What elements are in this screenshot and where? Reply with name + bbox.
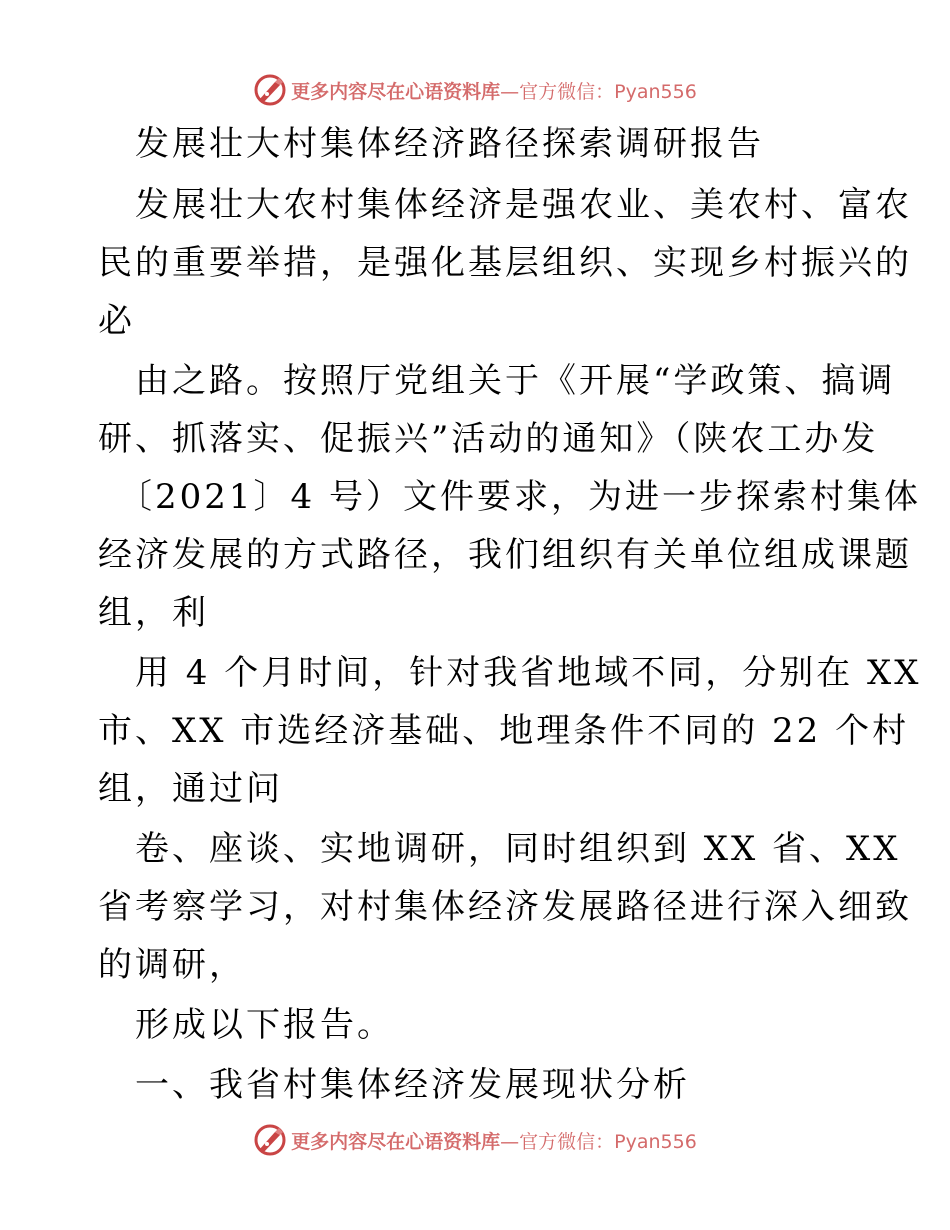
paragraph-line: 经济发展的方式路径，我们组织有关单位组成课题: [98, 535, 912, 575]
paragraph-line: 组，利: [98, 593, 209, 633]
paragraph-line: 的调研，: [98, 945, 246, 985]
paragraph-line: 卷、座谈、实地调研，同时组织到 XX 省、XX: [135, 829, 901, 869]
header-official-text: —官方微信：Pyan556: [500, 80, 697, 103]
paragraph-line: 民的重要举措，是强化基层组织、实现乡村振兴的: [98, 243, 912, 283]
paragraph-line: 发展壮大农村集体经济是强农业、美农村、富农: [135, 185, 912, 225]
paragraph-line: 由之路。按照厅党组关于《开展“学政策、搞调: [135, 361, 896, 401]
paragraph-line: 省考察学习，对村集体经济发展路径进行深入细致: [98, 887, 912, 927]
paragraph-line: 形成以下报告。: [135, 1005, 394, 1045]
paragraph-line: 组，通过问: [98, 769, 283, 809]
document-title: 发展壮大村集体经济路径探索调研报告: [135, 124, 764, 164]
section-heading: 一、我省村集体经济发展现状分析: [135, 1065, 690, 1105]
paragraph-line: 用 4 个月时间，针对我省地域不同，分别在 XX: [135, 653, 922, 693]
footer-banner: [0, 1118, 950, 1162]
paragraph-line: 市、XX 市选经济基础、地理条件不同的 22 个村: [98, 711, 910, 751]
header-brand-text: 更多内容尽在心语资料库: [291, 80, 501, 103]
footer-brand-text: 更多内容尽在心语资料库: [291, 1130, 501, 1153]
paragraph-line: 研、抓落实、促振兴”活动的通知》（陕农工办发: [98, 419, 879, 459]
pen-nib-logo-icon: [253, 1123, 287, 1157]
paragraph-line: 〔2021〕4 号）文件要求，为进一步探索村集体: [118, 477, 921, 517]
paragraph-line: 必: [98, 301, 135, 341]
footer-official-text: —官方微信：Pyan556: [500, 1130, 697, 1153]
